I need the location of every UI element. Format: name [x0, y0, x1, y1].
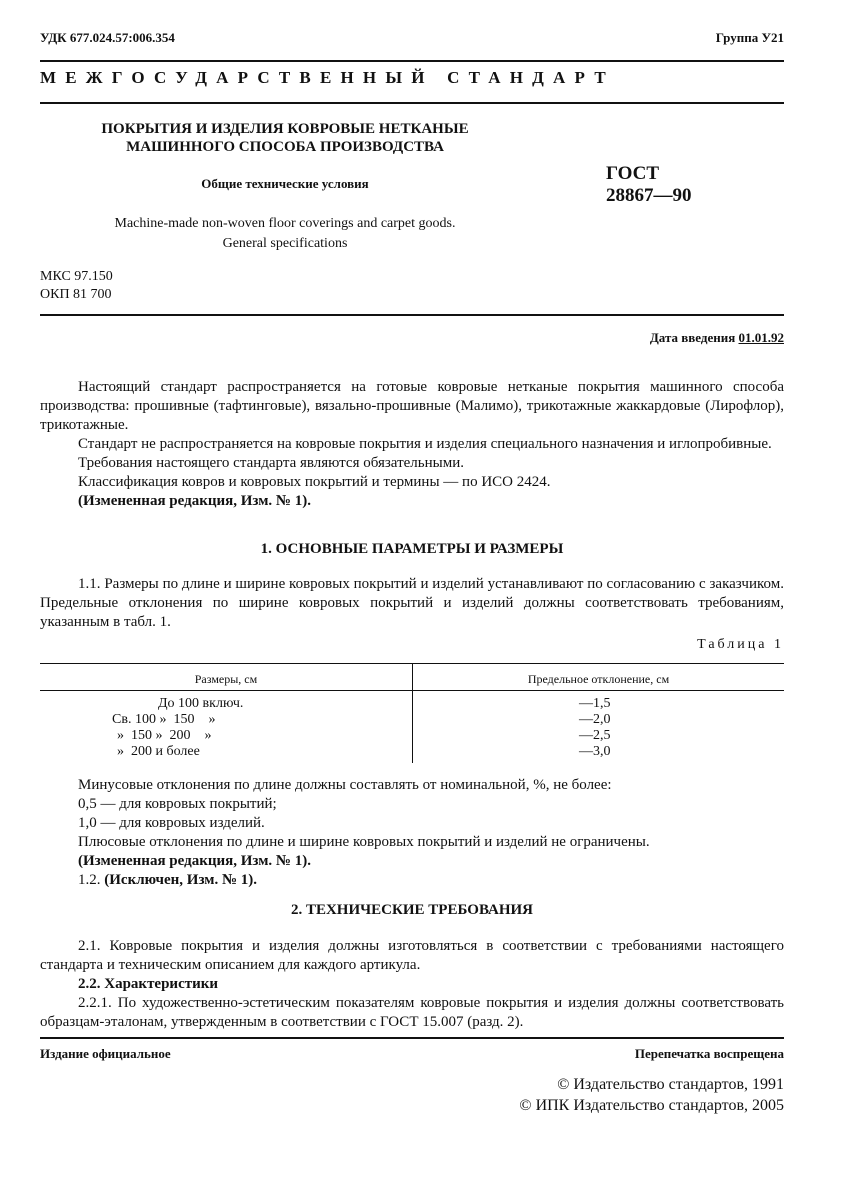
table-row: » 150 » 200 » [117, 728, 212, 743]
intro-date-label: Дата введения [649, 330, 736, 345]
official-edition: Издание официальное [40, 1046, 171, 1061]
title-block-rule [40, 314, 784, 316]
table-column-divider [412, 663, 413, 763]
deviation-item: 0,5 — для ковровых покрытий; [78, 796, 277, 812]
clause-1-2-text: (Исключен, Изм. № 1). [104, 872, 258, 888]
reprint-prohibited: Перепечатка воспрещена [634, 1046, 784, 1061]
plus-deviation-line: Плюсовые отклонения по длине и ширине ковровых покрытий и изделий не ограничены. [78, 834, 650, 850]
gost-designation [606, 163, 692, 207]
section-2-heading: 2. ТЕХНИЧЕСКИЕ ТРЕБОВАНИЯ [290, 902, 534, 918]
section-1-heading: 1. ОСНОВНЫЕ ПАРАМЕТРЫ И РАЗМЕРЫ [260, 541, 564, 557]
deviation-item: 1,0 — для ковровых изделий. [78, 815, 265, 831]
table-caption: Таблица 1 [697, 637, 784, 652]
gost-label: ГОСТ [606, 163, 660, 184]
section-1-text [40, 575, 784, 632]
clause-1-2 [40, 871, 784, 890]
clause-1-1: 1.1. Размеры по длине и ширине ковровых покрытий и изделий устанавливают по согласованию с заказчиком. Предельные отклонения по ширине ковровых покрытий и изделий должны соответствовать требованиям, указанным в табл. 1. [40, 576, 784, 630]
copyright-block [519, 1074, 784, 1116]
table-cell-deviation: —2,0 [579, 712, 611, 727]
table-row: Св. 100 » 150 » [112, 712, 216, 727]
copyright-2005: © ИПК Издательство стандартов, 2005 [519, 1097, 784, 1114]
udk-code: УДК 677.024.57:006.354 [40, 30, 175, 45]
copyright-1991: © Издательство стандартов, 1991 [557, 1076, 784, 1093]
mks-code: МКС 97.150 [40, 269, 113, 284]
clause-2-2-heading: 2.2. Характеристики [78, 976, 219, 992]
intro-paragraph: Настоящий стандарт распространяется на готовые ковровые нетканые покрытия машинного способа производства: прошивные (тафтинговые), вязально-прошивные (Малимо), трикотажные жаккардовые (Лирофлор), трикотажные. [40, 379, 784, 433]
footer-rule [40, 1037, 784, 1039]
amendment-note: (Измененная редакция, Изм. № 1). [78, 493, 312, 509]
classification-codes [40, 268, 113, 304]
section-2-text [40, 937, 784, 1032]
minus-deviation-line: Минусовые отклонения по длине должны составлять от номинальной, %, не более: [78, 777, 612, 793]
document-subtitle: Общие технические условия [201, 176, 369, 191]
table-cell-deviation: —3,0 [579, 744, 611, 759]
intro-paragraph: Стандарт не распространяется на ковровые покрытия и изделия специального назначения и иглопробивные. [78, 436, 772, 452]
intro-paragraph: Классификация ковров и ковровых покрытий и термины — по ИСО 2424. [78, 474, 551, 490]
group-code: Группа У21 [715, 30, 784, 45]
clause-2-1: 2.1. Ковровые покрытия и изделия должны изготовляться в соответствии с требованиями настоящего стандарта и техническим описанием для каждого артикула. [40, 938, 784, 973]
clause-1-2-number: 1.2. [78, 872, 101, 888]
intro-date-value: 01.01.92 [738, 330, 784, 345]
gost-number: 28867—90 [606, 185, 692, 206]
banner-rule [40, 102, 784, 104]
table-header-deviation: Предельное отклонение, см [527, 672, 670, 686]
amendment-note: (Измененная редакция, Изм. № 1). [78, 853, 312, 869]
intro-text [40, 378, 784, 511]
title-line-1: ПОКРЫТИЯ И ИЗДЕЛИЯ КОВРОВЫЕ НЕТКАНЫЕ [101, 121, 469, 137]
document-title [40, 120, 530, 156]
table-row: До 100 включ. [158, 696, 244, 711]
top-rule [40, 60, 784, 62]
table-row: » 200 и более [117, 744, 200, 759]
table-cell-deviation: —2,5 [579, 728, 611, 743]
english-title-line-2: General specifications [222, 236, 348, 251]
intro-paragraph: Требования настоящего стандарта являются обязательными. [78, 455, 464, 471]
interstate-standard-banner: МЕЖГОСУДАРСТВЕННЫЙ СТАНДАРТ [40, 68, 615, 87]
okp-code: ОКП 81 700 [40, 287, 112, 302]
clause-2-2-1: 2.2.1. По художественно-эстетическим показателям ковровые покрытия и изделия должны соответствовать образцам-эталонам, утвержденным в соответствии с ГОСТ 15.007 (разд. 2). [40, 995, 784, 1030]
table-cell-deviation: —1,5 [579, 696, 611, 711]
table-header-sizes: Размеры, см [194, 672, 258, 686]
title-line-2: МАШИННОГО СПОСОБА ПРОИЗВОДСТВА [126, 139, 444, 155]
intro-date [650, 330, 784, 346]
english-title [40, 214, 530, 254]
english-title-line-1: Machine-made non-woven floor coverings and carpet goods. [114, 216, 456, 231]
after-table-text [40, 776, 784, 890]
